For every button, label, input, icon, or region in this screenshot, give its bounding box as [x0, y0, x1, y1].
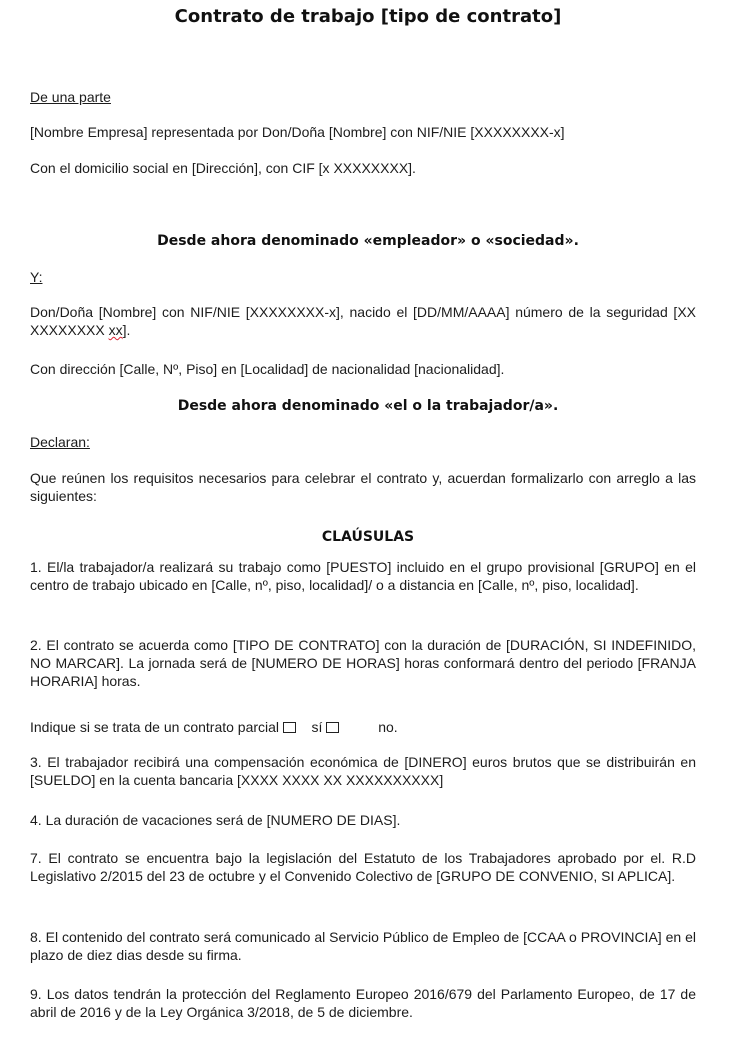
denominado-trabajador: Desde ahora denominado «el o la trabajador/a».: [177, 398, 559, 414]
clausula-3: 3. El trabajador recibirá una compensación económica de [DINERO] euros brutos que se distribuirán en [SUELDO] en la cuenta bancaria [XXXX XXXX XX XXXXXXXXXX]: [30, 754, 696, 788]
checkbox-parcial[interactable]: [283, 722, 296, 733]
direccion-line: Con dirección [Calle, Nº, Piso] en [Localidad] de nacionalidad [nacionalidad].: [30, 361, 505, 377]
clausula-1: 1. El/la trabajador/a realizará su trabajo como [PUESTO] incluido en el grupo provisional [GRUPO] en el centro de trabajo ubicado en [Calle, nº, piso, localidad]/ o a distancia en [Calle, nº, piso, localidad].: [30, 559, 696, 593]
document-title: Contrato de trabajo [tipo de contrato]: [174, 6, 562, 27]
denominado-empleador: Desde ahora denominado «empleador» o «sociedad».: [157, 233, 579, 249]
clausula-2: 2. El contrato se acuerda como [TIPO DE CONTRATO] con la duración de [DURACIÓN, SI INDEFINIDO, NO MARCAR]. La jornada será de [NUMERO DE HORAS] horas conformará dentro del periodo [FRANJA HORARIA] horas.: [30, 637, 696, 689]
clausula-4: 4. La duración de vacaciones será de [NUMERO DE DIAS].: [30, 812, 401, 828]
parcial-label: Indique si se trata de un contrato parcial: [30, 719, 280, 735]
domicilio-line: Con el domicilio social en [Dirección], con CIF [x XXXXXXXX].: [30, 160, 416, 176]
heading-y: Y:: [30, 269, 43, 285]
si-label: sí: [311, 719, 323, 735]
declaran-text: Que reúnen los requisitos necesarios para celebrar el contrato y, acuerdan formalizarlo con arreglo a las siguientes:: [30, 470, 696, 504]
heading-de-una-parte: De una parte: [30, 89, 111, 105]
trabajador-line: Don/Doña [Nombre] con NIF/NIE [XXXXXXXX-x], nacido el [DD/MM/AAAA] número de la seguridad [XX XXXXXXXX xx].: [30, 304, 696, 338]
no-label: no.: [378, 719, 398, 735]
contrato-parcial-line: [30, 718, 696, 736]
clausulas-heading: CLAÚSULAS: [321, 529, 415, 545]
clausula-7: 7. El contrato se encuentra bajo la legislación del Estatuto de los Trabajadores aprobado por el. R.D Legislativo 2/2015 del 23 de octubre y el Convenido Colectivo de [GRUPO DE CONVENIO, SI APLICA].: [30, 850, 696, 884]
checkbox-si[interactable]: [326, 722, 339, 733]
clausula-9: 9. Los datos tendrán la protección del Reglamento Europeo 2016/679 del Parlamento Europeo, de 17 de abril de 2016 y de la Ley Orgánica 3/2018, de 5 de diciembre.: [30, 986, 696, 1020]
clausula-8: 8. El contenido del contrato será comunicado al Servicio Público de Empleo de [CCAA o PROVINCIA] en el plazo de diez dias desde su firma.: [30, 929, 696, 963]
empresa-line: [Nombre Empresa] representada por Don/Doña [Nombre] con NIF/NIE [XXXXXXXX-x]: [30, 124, 565, 140]
heading-declaran: Declaran:: [30, 434, 90, 450]
spelling-error-mark: xx: [108, 322, 123, 338]
